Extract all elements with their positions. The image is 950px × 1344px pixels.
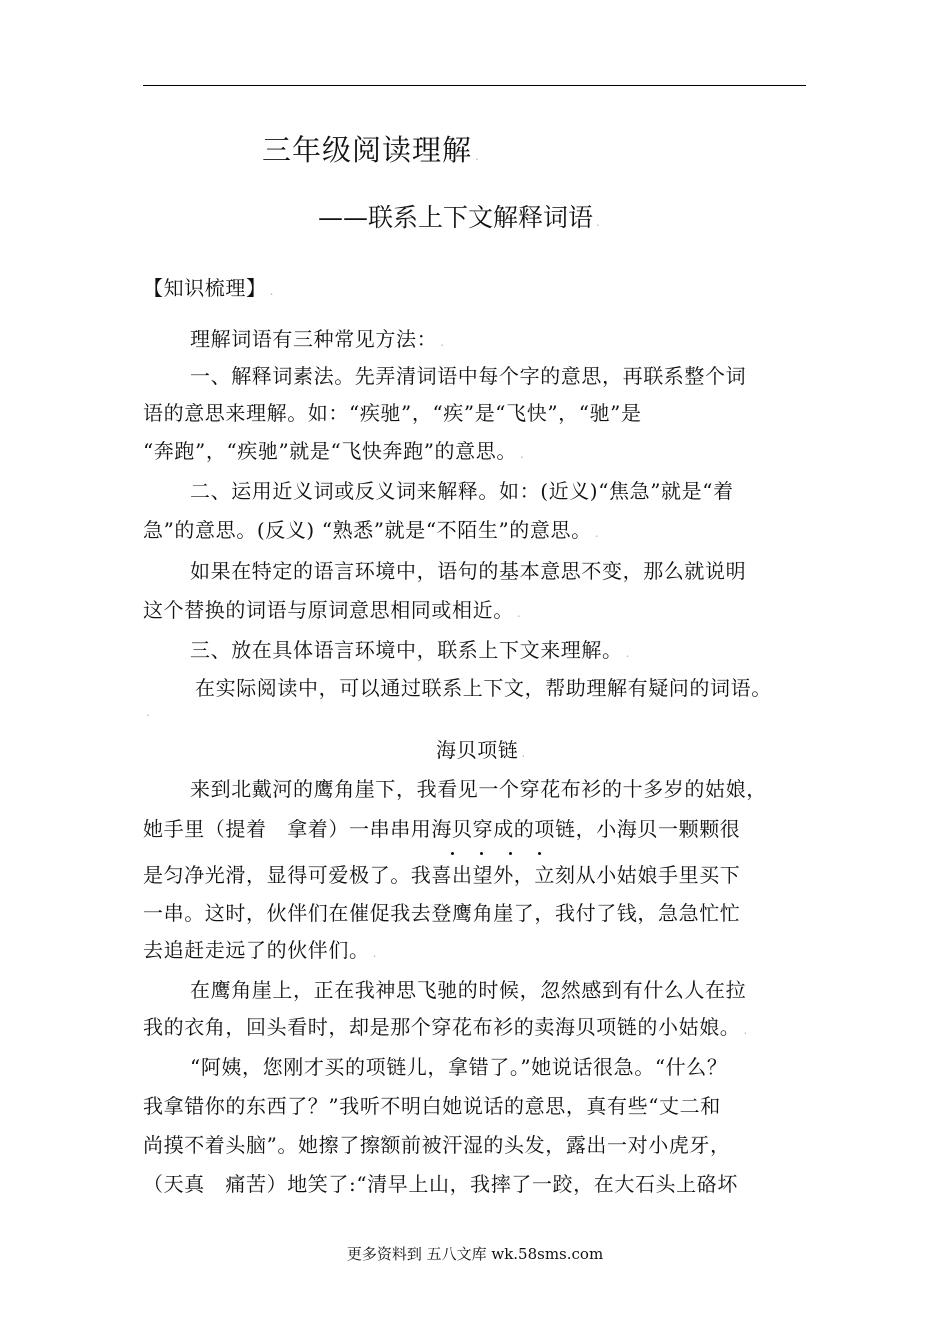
story-line: “阿姨，您刚才买的项链儿，拿错了。”她说话很急。“什么？ xyxy=(190,1055,728,1079)
story-line: 我的衣角，回头看时，却是那个穿花布衫的卖海贝项链的小姑娘。 . xyxy=(143,1015,748,1039)
emphasis-dot xyxy=(538,852,541,855)
story-line: 来到北戴河的鹰角崖下，我看见一个穿花布衫的十多岁的姑娘， xyxy=(190,777,767,801)
emphasis-dot xyxy=(480,852,483,855)
story-line: 一串。这时，伙伴们在催促我去登鹰角崖了，我付了钱，急急忙忙 xyxy=(143,901,741,925)
emphasis-dot xyxy=(451,852,454,855)
section-heading: 【知识梳理】 . xyxy=(143,276,275,300)
story-line: 她手里（提着 拿着）一串串用海贝穿成的项链，小海贝一颗颗很 xyxy=(143,817,741,841)
document-title: 三年级阅读理解 . xyxy=(262,133,480,167)
method-two-line: 急”的意思。(反义) “熟悉”就是“不陌生”的意思。 . xyxy=(143,518,600,542)
stray-mark: . xyxy=(146,705,151,719)
header-rule xyxy=(143,85,806,86)
method-two-line: 二、运用近义词或反义词来解释。如：(近义)“焦急”就是“着 xyxy=(190,479,734,503)
story-line: 去追赶走远了的伙伴们。 . xyxy=(143,938,378,962)
emphasis-dot xyxy=(509,852,512,855)
story-line: 是匀净光滑，显得可爱极了。我喜出望外，立刻从小姑娘手里买下 xyxy=(143,863,741,887)
method-two-line: 这个替换的词语与原词意思相同或相近。 . xyxy=(143,598,522,622)
method-two-line: 如果在特定的语言环境中，语句的基本意思不变，那么就说明 xyxy=(190,559,747,583)
method-one-line: 语的意思来理解。如：“疾驰”，“疾”是“飞快”，“驰”是 xyxy=(143,401,642,425)
method-three-line: 三、放在具体语言环境中，联系上下文来理解。 . xyxy=(190,638,631,662)
method-three-line: 在实际阅读中，可以通过联系上下文，帮助理解有疑问的词语。 xyxy=(195,676,772,700)
document-subtitle: ——联系上下文解释词语 . xyxy=(318,203,600,232)
story-line: 我拿错你的东西了？”我听不明白她说话的意思，真有些“丈二和 xyxy=(143,1094,721,1118)
methods-intro: 理解词语有三种常见方法： . xyxy=(190,327,445,351)
story-line: 在鹰角崖上，正在我神思飞驰的时候，忽然感到有什么人在拉 xyxy=(190,978,747,1002)
story-line: 尚摸不着头脑”。她擦了擦额前被汗湿的头发，露出一对小虎牙， xyxy=(143,1133,731,1157)
method-one-line: 一、解释词素法。先弄清词语中每个字的意思，再联系整个词 xyxy=(190,364,747,388)
method-one-line: “奔跑”，“疾驰”就是“飞快奔跑”的意思。 . xyxy=(143,439,525,463)
story-title: 海贝项链 . xyxy=(436,738,526,762)
story-line: （天真 痛苦）地笑了:“清早上山，我摔了一跤，在大石头上硌坏 xyxy=(143,1172,738,1196)
page-footer: 更多资料到 五八文库 wk.58sms.com xyxy=(346,1245,604,1263)
